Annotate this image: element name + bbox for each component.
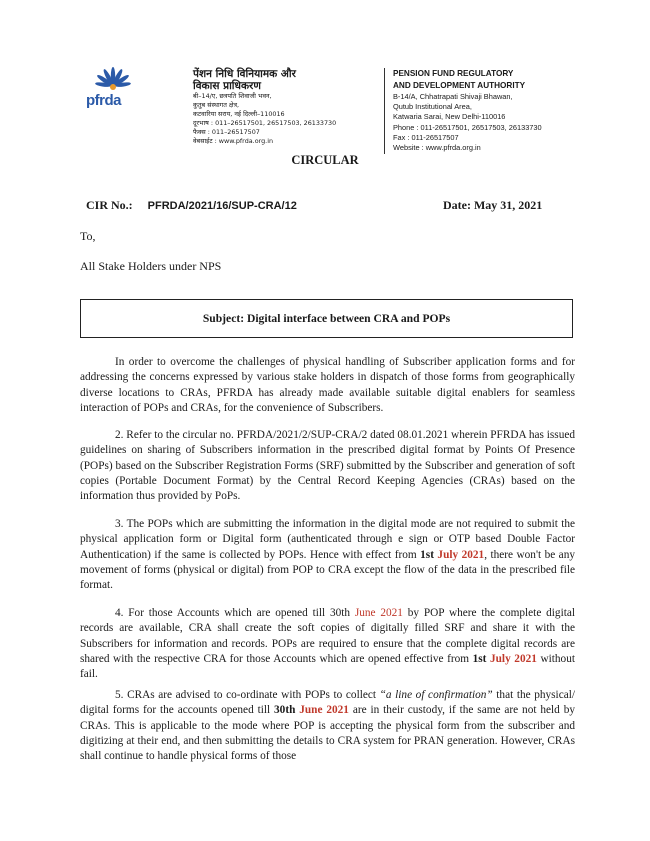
highlight-day: 1st [420,548,438,561]
subject-text: Subject: Digital interface between CRA and POPs [202,312,451,325]
highlight-month: July 2021 [490,652,537,665]
paragraph-3 [80,517,575,593]
salutation-to: To, [80,229,96,243]
subject-box [80,299,573,338]
hindi-address-line: फैक्स : 011–26517507 [193,128,260,136]
highlight-month: July 2021 [437,548,485,561]
english-address-line: Website : www.pfrda.org.in [393,143,481,153]
header-divider [384,68,385,154]
english-address-line: B-14/A, Chhatrapati Shivaji Bhawan, [393,92,513,101]
english-address-line: Phone : 011-26517501, 26517503, 26133730 [393,122,542,132]
paragraph-4-text: without fail. [80,652,575,681]
highlight-date [473,653,537,665]
highlight-day: 1st [472,652,490,665]
hindi-address-line: दूरभाष : 011–26517501, 26517503, 26133730 [193,119,337,127]
english-address-line: Fax : 011-26517507 [393,132,459,142]
paragraph-5-text: 5. CRAs are advised to co-ordinate with POPs to collect [115,689,380,701]
document-heading: CIRCULAR [291,153,359,167]
hindi-address-line: बी–14/ए, छत्रपति शिवाजी भवन, [193,92,272,100]
highlight-date [420,549,484,561]
paragraph-3-text: , there won't be any movement of forms (physical or digital) from POP to CRA except the flow of the data in the prescribed file format. [80,548,575,592]
hindi-address-block [193,68,378,146]
highlight-month: June 2021 [354,607,403,619]
paragraph-3-text: 3. The POPs which are submitting the information in the digital mode are not required to submit the physical application form or Digital form (authenticated through e sign or OTP based Double Factor Authentication) if the same is collected by POPs. Hence with effect from [80,518,575,561]
english-address-line: Qutub Institutional Area, [393,102,472,112]
english-title-line1: PENSION FUND REGULATORY [393,69,514,78]
hindi-title-line1: पेंशन निधि विनियामक और [193,68,296,80]
hindi-address-line: वेबसाईट : www.pfrda.org.in [193,137,274,145]
english-address-line: Katwaria Sarai, New Delhi-110016 [393,112,506,122]
paragraph-4-text: 4. For those Accounts which are opened till 30th [115,607,355,619]
quoted-phrase: “a line of confirmation” [379,689,493,701]
paragraph-5 [80,688,575,764]
addressee: All Stake Holders under NPS [80,259,222,273]
paragraph-2: 2. Refer to the circular no. PFRDA/2021/2/SUP-CRA/2 dated 08.01.2021 wherein PFRDA has issued guidelines on sharing of Subscribers information in the prescribed digital format by Points Of Presence (POPs) based on the Subscriber Registration Forms (SRF) submitted by the Subscriber and generation of soft copies (Portable Document Format) by the Central Record Keeping Agencies (CRAs) based on the information thus provided by PoPs. [80,429,576,503]
highlight-day: 30th [274,704,300,717]
english-title-line2: AND DEVELOPMENT AUTHORITY [393,81,526,90]
hindi-title-line2: विकास प्राधिकरण [193,80,261,92]
circular-date: Date: May 31, 2021 [443,198,543,212]
hindi-address-line: कटवारिया सराय, नई दिल्ली–110016 [193,110,285,118]
paragraph-5-text: are in their custody, if the same are not held by CRAs. This is applicable to the mode where POP is accepting the physical form from the subscriber and digitizing at their end, and then submitting the details to CRA system for PRAN generation. However, CRAs shall continue to handle physical forms of those [80,704,575,763]
highlight-month: June 2021 [299,704,349,717]
hindi-address-line: कुतुब संस्थागत क्षेत्र, [193,101,240,109]
paragraph-5-text: that the physical/ digital forms for the accounts opened till [80,689,575,717]
paragraph-4-text: by POP where the complete digital records are available, CRA shall create the soft copies of digitally filled SRF and share it with the Subscribers for information and records. POPs are required to ensure that the complete digital records are shared with the respective CRA for those Accounts which are opened effective from [80,607,575,665]
paragraph-4 [80,606,575,682]
circular-number-label: CIR No.: [86,198,133,212]
logo-text: pfrda [86,92,121,109]
circular-number-value: PFRDA/2021/16/SUP-CRA/12 [147,200,297,212]
paragraph-1: In order to overcome the challenges of physical handling of Subscriber application forms and for addressing the concerns expressed by various stake holders in dispatch of those forms from geographically diverse locations to CRAs, PFRDA has already made available suitable digital enablers for seamless interaction of POPs and CRAs, for the convenience of Subscribers. [80,356,575,414]
circular-number [86,198,297,213]
english-address-block [393,68,633,153]
highlight-date [274,704,349,716]
